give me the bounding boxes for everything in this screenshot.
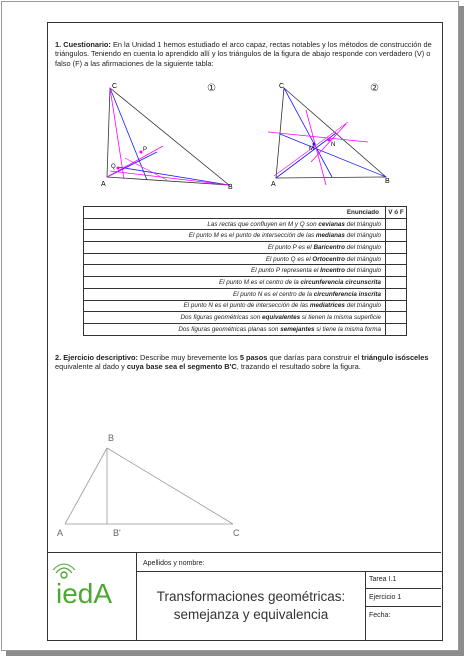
statement-text: si tiene la misma forma xyxy=(314,325,381,333)
fig1-triangle xyxy=(107,88,229,185)
statement-keyword: circunferencia circunscrita xyxy=(300,278,381,286)
statement-cell xyxy=(84,300,386,312)
statement-keyword: semejantes xyxy=(280,325,315,333)
fig3-label-b-prime: B' xyxy=(113,528,121,538)
statement-keyword: Baricentro xyxy=(313,243,345,251)
statement-text: Dos figuras geométricas planas son xyxy=(178,325,281,333)
header-statement: Enunciado xyxy=(84,207,386,219)
answer-cell[interactable] xyxy=(386,312,407,324)
fig3-side xyxy=(107,448,233,524)
statement-text: del triángulo xyxy=(344,255,381,263)
answer-cell[interactable] xyxy=(386,253,407,265)
statement-text: si tienen la misma superficie xyxy=(300,314,381,322)
task-label: Tarea I.1 xyxy=(369,576,397,583)
triangle-figure-1 xyxy=(95,80,245,192)
fig2-label-m: M xyxy=(309,146,314,152)
q2-text: equivalente al dado y xyxy=(55,362,127,372)
answer-cell[interactable] xyxy=(386,300,407,312)
statement-cell xyxy=(84,288,386,300)
task-cell xyxy=(365,571,441,589)
statement-cell xyxy=(84,230,386,242)
statement-cell xyxy=(84,277,386,289)
q2-text: , trazando el resultado sobre la figura. xyxy=(236,362,361,372)
statement-cell xyxy=(84,253,386,265)
exercise-label: Ejercicio 1 xyxy=(369,594,402,601)
statement-keyword: mediatrices xyxy=(309,302,345,310)
answer-cell[interactable] xyxy=(386,242,407,254)
statement-keyword: medianas xyxy=(315,232,345,240)
table-row xyxy=(84,230,407,242)
table-row xyxy=(84,253,407,265)
q1-number: 1. xyxy=(55,40,62,49)
table-row xyxy=(84,265,407,277)
figure-2-number: ② xyxy=(370,83,379,94)
statement-text: del triángulo xyxy=(344,302,381,310)
fig2-label-a: A xyxy=(271,181,276,188)
statement-text: del triángulo xyxy=(344,267,381,275)
q2-text: Describe muy brevemente los xyxy=(138,353,240,362)
true-false-table xyxy=(83,206,407,336)
fig3-side xyxy=(65,448,107,524)
q2-bold: 5 pasos xyxy=(239,353,268,362)
answer-cell[interactable] xyxy=(386,218,407,230)
table-row xyxy=(84,242,407,254)
student-name-label: Apellidos y nombre: xyxy=(143,560,205,567)
triangle-figure-2 xyxy=(266,80,396,192)
statement-keyword: Incentro xyxy=(320,267,345,275)
q2-bold: cuya base sea el segmento B'C xyxy=(126,362,237,372)
fig3-label-c: C xyxy=(233,528,240,538)
statement-text: Dos figuras geométricas son xyxy=(180,314,262,322)
student-name-field[interactable] xyxy=(136,553,442,572)
fig1-point-q xyxy=(117,167,120,170)
fig1-label-q: Q xyxy=(111,164,116,170)
statement-text: El punto N es el punto de intersección de las xyxy=(183,302,310,310)
answer-cell[interactable] xyxy=(386,288,407,300)
statement-cell xyxy=(84,312,386,324)
table-row xyxy=(84,288,407,300)
document-title xyxy=(136,571,366,640)
table-header-row xyxy=(84,207,407,219)
statement-keyword: equivalentes xyxy=(262,314,301,322)
table-row xyxy=(84,312,407,324)
statement-cell xyxy=(84,323,386,335)
table-row xyxy=(84,300,407,312)
fig1-label-b: B xyxy=(228,184,233,191)
title-line-2: semejanza y equivalencia xyxy=(173,606,329,622)
statement-text: El punto P es el xyxy=(267,243,314,251)
question-2 xyxy=(55,353,435,372)
answer-cell[interactable] xyxy=(386,265,407,277)
footer xyxy=(48,552,441,640)
answer-cell[interactable] xyxy=(386,230,407,242)
table-row xyxy=(84,323,407,335)
fig2-line xyxy=(268,132,368,142)
fig1-label-p: P xyxy=(143,147,148,153)
ieda-logo-icon xyxy=(48,553,136,640)
fig3-label-a: A xyxy=(57,528,64,538)
fig2-line xyxy=(280,134,386,177)
statement-cell xyxy=(84,218,386,230)
q2-heading: Ejercicio descriptivo: xyxy=(63,353,138,362)
fig2-line xyxy=(276,133,336,178)
q2-number: 2. xyxy=(55,353,62,362)
fig2-label-c: C xyxy=(279,83,285,90)
answer-cell[interactable] xyxy=(386,323,407,335)
date-label: Fecha: xyxy=(369,612,391,619)
logo-text: iedA xyxy=(56,578,113,609)
fig3-label-b: B xyxy=(108,433,115,443)
q1-heading: Cuestionario: xyxy=(63,40,111,49)
statement-cell xyxy=(84,265,386,277)
exercise-cell xyxy=(365,589,441,607)
table-row xyxy=(84,277,407,289)
statement-text: El punto M es el punto de intersección de las xyxy=(188,232,316,240)
statement-text: El punto N es el centro de la xyxy=(232,290,314,298)
q2-bold: triángulo isósceles xyxy=(361,353,429,362)
fig1-label-a: A xyxy=(101,181,106,188)
title-line-1: Transformaciones geométricas: xyxy=(156,588,346,604)
q2-text: que darías para construir el xyxy=(267,353,362,362)
q1-text: En la Unidad 1 hemos estudiado el arco capaz, rectas notables y los métodos de construcción de triángulos. Teniendo en cuenta lo aprendido allí y los triángulos de la figura de abajo responde con verdadero (V) o falso (F) a las afirmaciones de la siguiente tabla: xyxy=(55,40,432,68)
triangle-figure-3 xyxy=(55,428,245,543)
statement-keyword: circunferencia inscrita xyxy=(313,290,381,298)
fig2-label-b: B xyxy=(385,178,390,185)
fig2-line xyxy=(311,124,346,162)
statement-text: El punto P representa el xyxy=(251,267,321,275)
statement-text: Las rectas que confluyen en M y Q son xyxy=(207,220,319,228)
figure-1-number: ① xyxy=(207,83,216,94)
date-cell[interactable] xyxy=(365,607,441,624)
statement-text: del triángulo xyxy=(344,243,381,251)
ieda-logo xyxy=(48,553,136,640)
fig1-line xyxy=(118,167,229,185)
statement-text: del triángulo xyxy=(344,232,381,240)
fig1-label-c: C xyxy=(112,83,118,90)
statement-text: El punto M es el centro de la xyxy=(218,278,301,286)
fig2-triangle xyxy=(276,88,386,178)
question-1 xyxy=(55,40,435,68)
header-vf: V ó F xyxy=(386,207,407,219)
statement-cell xyxy=(84,242,386,254)
statement-text: El punto Q es el xyxy=(265,255,313,263)
statement-text: del triángulo xyxy=(344,220,381,228)
answer-cell[interactable] xyxy=(386,277,407,289)
statement-keyword: cevianas xyxy=(318,220,345,228)
fig2-label-n: N xyxy=(331,142,336,148)
table-row xyxy=(84,218,407,230)
statement-keyword: Ortocentro xyxy=(312,255,345,263)
